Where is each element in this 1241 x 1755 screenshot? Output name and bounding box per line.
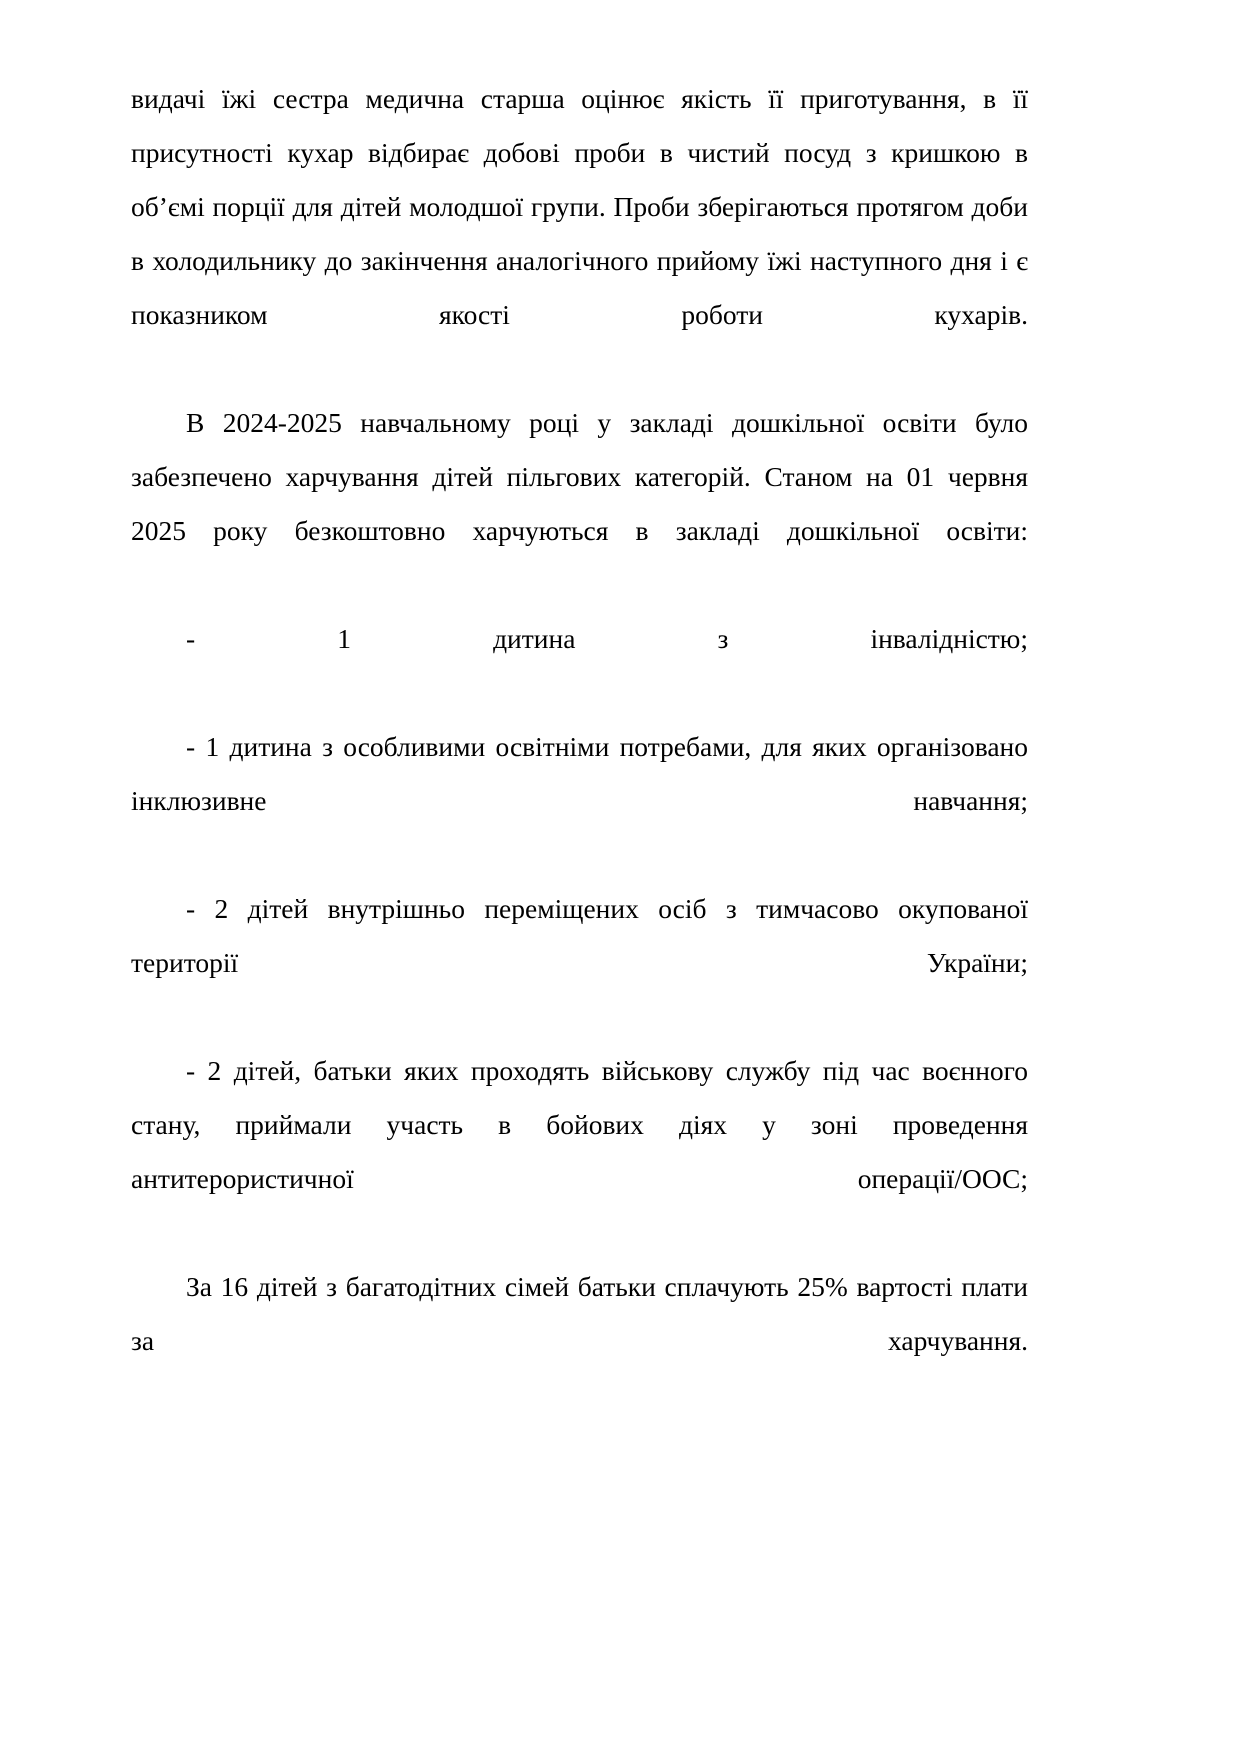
list-item-child-with-disability: - 1 дитина з інвалідністю; [186, 623, 1028, 654]
paragraph-large-families-payment: За 16 дітей з багатодітних сімей батьки сплачують 25% вартості плати за харчування. [131, 1271, 1028, 1356]
paragraph-school-year-benefits: В 2024-2025 навчальному році у закладі дошкільної освіти було забезпечено харчування дітей пільгових категорій. Станом на 01 червня 2025 року безкоштовно харчуються в закладі дошкільної освіти: [131, 407, 1028, 546]
list-item-special-educational-needs: - 1 дитина з особливими освітніми потребами, для яких організовано інклюзивне навчання; [131, 731, 1028, 816]
list-item-internally-displaced: - 2 дітей внутрішньо переміщених осіб з тимчасово окупованої території України; [131, 893, 1028, 978]
document-body [131, 72, 1028, 1422]
list-item-military-service-parents: - 2 дітей, батьки яких проходять військову службу під час воєнного стану, приймали участь в бойових діях у зоні проведення антитерористичної операції/ООС; [131, 1055, 1028, 1194]
paragraph-food-sampling: видачі їжі сестра медична старша оцінює якість її приготування, в її присутності кухар відбирає добові проби в чистий посуд з кришкою в об’ємі порції для дітей молодшої групи. Проби зберігаються протягом доби в холодильнику до закінчення аналогічного прийому їжі наступного дня і є показником якості роботи кухарів. [131, 83, 1028, 330]
